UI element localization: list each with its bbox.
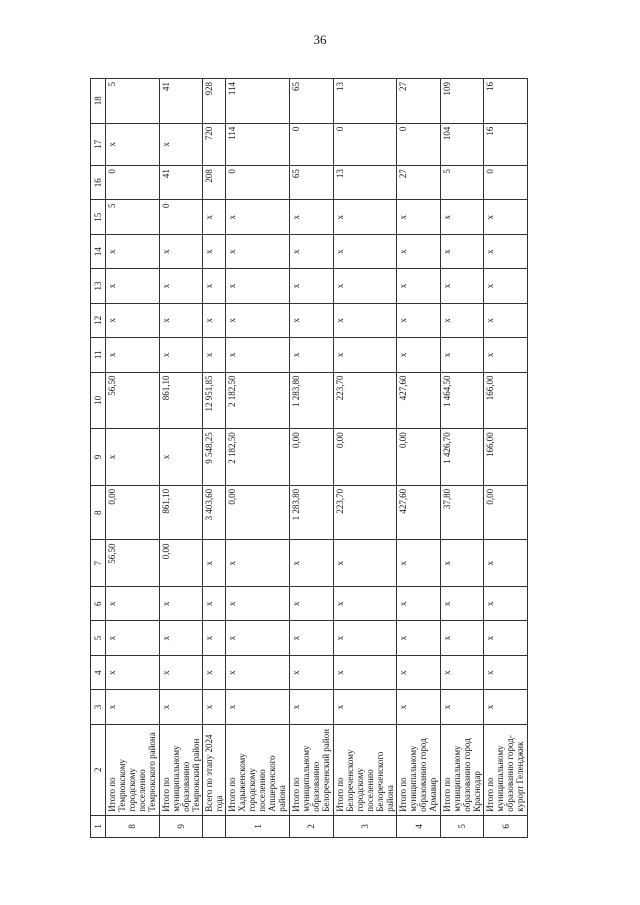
table-cell: x — [226, 621, 290, 655]
column-header: 10 — [91, 372, 106, 429]
table-row — [159, 79, 203, 838]
table-cell: 13 — [333, 166, 397, 200]
table-cell: x — [226, 540, 290, 587]
table-cell: 0,00 — [159, 540, 203, 587]
table-cell: 0,00 — [397, 429, 441, 486]
column-header: 2 — [91, 724, 106, 815]
table-cell: x — [159, 690, 203, 724]
table-cell: x — [226, 234, 290, 268]
table-cell: x — [333, 269, 397, 303]
table-row — [106, 79, 160, 838]
table-cell: 37,80 — [440, 485, 484, 540]
table-cell: 861,10 — [159, 485, 203, 540]
table-cell: 56,50 — [106, 372, 160, 429]
table-cell: x — [290, 690, 334, 724]
table-cell: 0,00 — [333, 429, 397, 486]
table-cell: Итого по Белореченскому городскому поселению Белореченского района — [333, 724, 397, 815]
table-cell: 1 — [226, 815, 290, 837]
table-cell: x — [226, 200, 290, 234]
table-cell: 166,00 — [484, 372, 528, 429]
table-cell: 1 283,80 — [290, 372, 334, 429]
table-cell: Итого по Хадыженскому городскому поселению Апшеронского района — [226, 724, 290, 815]
table-cell: x — [290, 621, 334, 655]
table-cell: x — [106, 429, 160, 486]
table-row — [440, 79, 484, 838]
column-header: 18 — [91, 79, 106, 124]
table-cell: 0,00 — [106, 485, 160, 540]
table-cell: x — [333, 587, 397, 621]
table-cell: Итого по муниципальному образованию город Краснодар — [440, 724, 484, 815]
table-cell: x — [226, 338, 290, 372]
table-cell: x — [203, 234, 226, 268]
table-cell: x — [203, 540, 226, 587]
table-cell: x — [226, 655, 290, 689]
table-cell: 6 — [484, 815, 528, 837]
table-cell: 861,10 — [159, 372, 203, 429]
table-cell: x — [290, 587, 334, 621]
table-cell: x — [397, 540, 441, 587]
table-row — [290, 79, 334, 838]
table-cell: x — [159, 429, 203, 486]
table-cell: x — [440, 690, 484, 724]
table-cell: x — [226, 587, 290, 621]
table-cell: x — [159, 338, 203, 372]
table-row — [484, 79, 528, 838]
column-header: 13 — [91, 269, 106, 303]
table-cell: Итого по муниципальному образованию Белореченский район — [290, 724, 334, 815]
table-cell: x — [226, 303, 290, 337]
table-cell: 5 — [106, 200, 160, 234]
table-cell: x — [226, 269, 290, 303]
table-cell: Итого по муниципальному образованию город Армавир — [397, 724, 441, 815]
table-cell: x — [333, 234, 397, 268]
table-cell: 9 548,25 — [203, 429, 226, 486]
table-cell: 0,00 — [226, 485, 290, 540]
table-cell: x — [290, 234, 334, 268]
column-header: 9 — [91, 429, 106, 486]
table-cell: 109 — [440, 79, 484, 124]
table-cell: 27 — [397, 79, 441, 124]
table-row — [333, 79, 397, 838]
table-cell: x — [484, 269, 528, 303]
table-cell: x — [203, 621, 226, 655]
table-cell: x — [440, 540, 484, 587]
table-cell: 0 — [397, 123, 441, 166]
table-cell: x — [440, 621, 484, 655]
table-row — [226, 79, 290, 838]
data-table — [90, 78, 528, 838]
table-row — [397, 79, 441, 838]
table-cell: 5 — [440, 815, 484, 837]
table-row — [203, 79, 226, 838]
table-cell: 0 — [333, 123, 397, 166]
table-cell: x — [484, 690, 528, 724]
table-cell: x — [397, 338, 441, 372]
table-cell: x — [333, 303, 397, 337]
table-cell: x — [333, 540, 397, 587]
table-cell: 5 — [440, 166, 484, 200]
table-cell: x — [333, 621, 397, 655]
table-cell: x — [397, 234, 441, 268]
table-cell: x — [484, 540, 528, 587]
table-cell: x — [203, 269, 226, 303]
table-cell: x — [159, 269, 203, 303]
table-cell: Итого по муниципальному образованию Темрюкский район — [159, 724, 203, 815]
table-cell: 1 426,70 — [440, 429, 484, 486]
table-cell: 0 — [226, 166, 290, 200]
column-header: 1 — [91, 815, 106, 837]
table-cell: x — [484, 234, 528, 268]
table-cell: 427,60 — [397, 485, 441, 540]
table-cell: x — [484, 338, 528, 372]
table-cell: x — [106, 269, 160, 303]
table-cell: x — [333, 655, 397, 689]
table-cell: x — [159, 587, 203, 621]
table-cell: 0 — [106, 166, 160, 200]
table-cell: 223,70 — [333, 485, 397, 540]
table-cell: 2 182,50 — [226, 372, 290, 429]
table-cell: 166,00 — [484, 429, 528, 486]
table-cell: x — [397, 587, 441, 621]
table-cell: x — [203, 303, 226, 337]
table-cell: x — [226, 690, 290, 724]
column-header: 14 — [91, 234, 106, 268]
table-cell: x — [159, 621, 203, 655]
table-cell: 8 — [106, 815, 160, 837]
table-cell: x — [106, 123, 160, 166]
table-cell: x — [333, 690, 397, 724]
table-cell: x — [290, 540, 334, 587]
table-cell: x — [159, 655, 203, 689]
table-cell: x — [397, 690, 441, 724]
table-cell: x — [440, 200, 484, 234]
table-cell: x — [106, 655, 160, 689]
table-cell: x — [397, 269, 441, 303]
table-cell: Итого по Темрюкскому городскому поселению Темрюкского района — [106, 724, 160, 815]
table-cell: 1 283,80 — [290, 485, 334, 540]
table-body — [91, 79, 528, 838]
table-cell: x — [290, 655, 334, 689]
table-cell: Итого по муниципальному образованию город-курорт Геленджик — [484, 724, 528, 815]
table-cell: 114 — [226, 79, 290, 124]
table-cell: 928 — [203, 79, 226, 124]
column-header: 11 — [91, 338, 106, 372]
table-cell: x — [333, 338, 397, 372]
column-header: 8 — [91, 485, 106, 540]
table-cell: 3 403,60 — [203, 485, 226, 540]
table-cell: x — [397, 303, 441, 337]
table-cell: 0,00 — [484, 485, 528, 540]
table-cell: 12 951,85 — [203, 372, 226, 429]
table-cell: x — [484, 621, 528, 655]
table-cell: x — [484, 200, 528, 234]
table-cell: x — [440, 234, 484, 268]
column-header: 4 — [91, 655, 106, 689]
table-cell: 223,70 — [333, 372, 397, 429]
table-cell: 4 — [397, 815, 441, 837]
table-cell: 9 — [159, 815, 203, 837]
table-cell: 0 — [159, 200, 203, 234]
table-cell: 56,50 — [106, 540, 160, 587]
table-cell: x — [203, 587, 226, 621]
table-cell — [203, 815, 226, 837]
table-cell: 0,00 — [290, 429, 334, 486]
table-cell: 65 — [290, 166, 334, 200]
table-cell: x — [106, 338, 160, 372]
table-cell: 27 — [397, 166, 441, 200]
table-cell: 427,60 — [397, 372, 441, 429]
table-cell: x — [397, 655, 441, 689]
table-cell: x — [106, 303, 160, 337]
table-cell: 16 — [484, 79, 528, 124]
table-cell: x — [106, 621, 160, 655]
table-cell: 0 — [290, 123, 334, 166]
table-cell: 2 — [290, 815, 334, 837]
column-header: 7 — [91, 540, 106, 587]
table-cell: x — [290, 269, 334, 303]
table-cell: x — [203, 200, 226, 234]
table-cell: x — [440, 269, 484, 303]
table-cell: 114 — [226, 123, 290, 166]
table-cell: 0 — [484, 166, 528, 200]
column-header: 16 — [91, 166, 106, 200]
table-cell: 1 464,50 — [440, 372, 484, 429]
table-cell: 2 182,50 — [226, 429, 290, 486]
table-cell: 16 — [484, 123, 528, 166]
table-cell: 41 — [159, 79, 203, 124]
table-cell: x — [106, 587, 160, 621]
rotated-table-container — [90, 78, 528, 838]
table-cell: Всего по этапу 2024 года — [203, 724, 226, 815]
table-cell: x — [290, 338, 334, 372]
table-cell: 65 — [290, 79, 334, 124]
table-cell: x — [397, 621, 441, 655]
table-cell: 104 — [440, 123, 484, 166]
header-row — [91, 79, 106, 838]
table-cell: x — [484, 587, 528, 621]
table-cell: 41 — [159, 166, 203, 200]
table-cell: x — [290, 303, 334, 337]
table-cell: x — [290, 200, 334, 234]
table-cell: x — [484, 655, 528, 689]
table-cell: 208 — [203, 166, 226, 200]
column-header: 3 — [91, 690, 106, 724]
table-cell: x — [440, 587, 484, 621]
column-header: 15 — [91, 200, 106, 234]
table-cell: x — [106, 690, 160, 724]
table-cell: 5 — [106, 79, 160, 124]
table-cell: x — [159, 123, 203, 166]
column-header: 12 — [91, 303, 106, 337]
table-cell: x — [333, 200, 397, 234]
column-header: 5 — [91, 621, 106, 655]
table-cell: 3 — [333, 815, 397, 837]
table-cell: x — [484, 303, 528, 337]
table-cell: x — [203, 690, 226, 724]
table-cell: x — [440, 655, 484, 689]
table-cell: x — [397, 200, 441, 234]
table-cell: x — [440, 303, 484, 337]
table-cell: x — [159, 234, 203, 268]
table-cell: x — [203, 655, 226, 689]
table-cell: x — [159, 303, 203, 337]
column-header: 17 — [91, 123, 106, 166]
table-cell: 13 — [333, 79, 397, 124]
column-header: 6 — [91, 587, 106, 621]
table-cell: x — [106, 234, 160, 268]
page-number: 36 — [313, 32, 327, 47]
table-cell: 720 — [203, 123, 226, 166]
table-cell: x — [440, 338, 484, 372]
table-cell: x — [203, 338, 226, 372]
